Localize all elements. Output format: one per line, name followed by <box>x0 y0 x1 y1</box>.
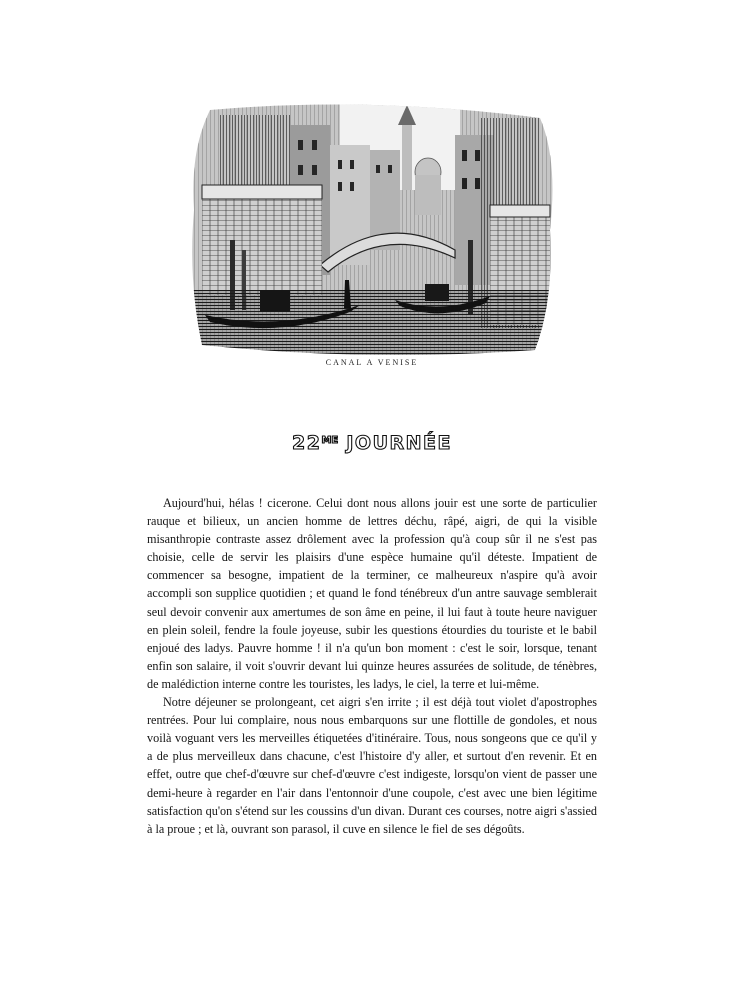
venice-canal-engraving <box>190 100 555 355</box>
chapter-number: 22 <box>291 432 322 454</box>
illustration-caption: CANAL A VENISE <box>325 358 419 367</box>
chapter-number-superscript: ME <box>321 435 339 446</box>
chapter-word: JOURNÉE <box>346 432 452 454</box>
chapter-heading <box>0 432 744 454</box>
paragraph: Aujourd'hui, hélas ! cicerone. Celui dont nous allons jouir est une sorte de particulier rauque et bilieux, un ancien homme de lettres déchu, râpé, aigri, de qui la visible misanthropie contraste assez drôlement avec la profession qu'à coup sûr il ne s'est pas choisie, celle de servir les plaisirs d'une espèce humaine qu'il déteste. Impatient de commencer sa besogne, impatient de la terminer, ce malheureux n'aspire qu'à avoir accompli son supplice quotidien ; et quand le fond ténébreux d'un antre sauvage semblerait seul devoir convenir aux amertumes de son âme en peine, il lui faut à toute heure naviguer en plein soleil, fendre la foule joyeuse, subir les questions étourdies du touriste et le babil enjoué des ladys. Pauvre homme ! il n'a qu'un bon moment : c'est le soir, lorsque, tenant enfin son salaire, il voit s'ouvrir devant lui quinze heures assurées de solitude, de ténèbres, de malédiction interne contre les touristes, les ladys, le ciel, la terre et lui-même. <box>147 496 597 691</box>
paragraph: Notre déjeuner se prolongeant, cet aigri s'en irrite ; il est déjà tout violet d'apostrophes rentrées. Pour lui complaire, nous nous embarquons sur une flottille de gondoles, et nous voilà voguant vers les merveilles étiquetées d'itinéraire. Tous, nous songeons que ce qu'il y a de plus merveilleux dans chacune, c'est l'histoire d'y aller, et surtout d'en revenir. Et en effet, outre que chef-d'œuvre sur chef-d'œuvre c'est indigeste, lorsqu'on vient de passer une demi-heure à regarder en l'air dans l'entonnoir d'une coupole, c'est avec une bien légitime satisfaction qu'on s'étend sur les coussins d'un divan. Durant ces courses, notre aigri s'assied à la proue ; et là, ouvrant son parasol, il cuve en silence le fiel de ses dégoûts. <box>147 695 597 836</box>
body-text <box>147 494 597 838</box>
